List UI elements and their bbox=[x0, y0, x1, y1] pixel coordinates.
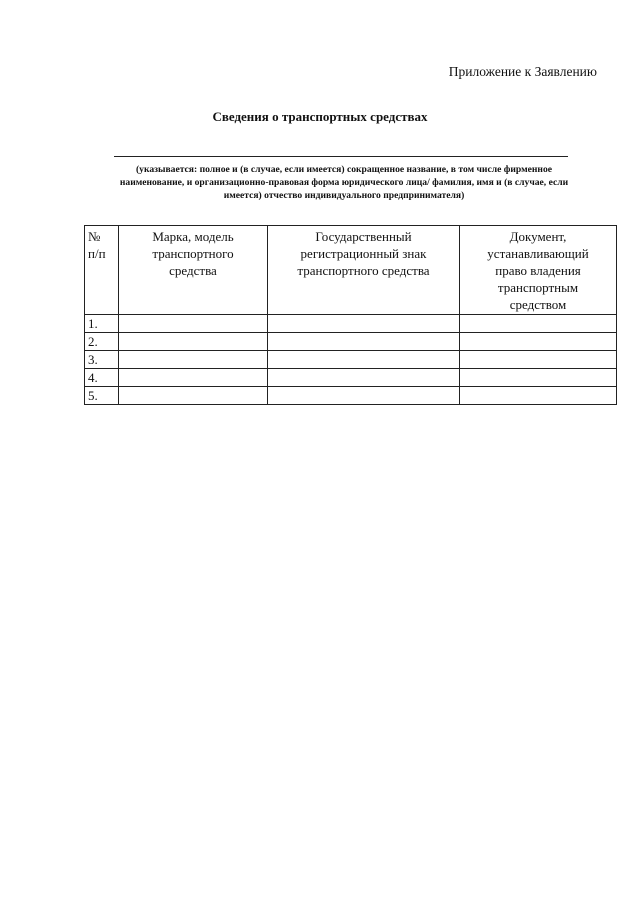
note-line-2: наименование, и организационно-правовая форма юридического лица/ фамилия, имя и (в случае, если bbox=[119, 177, 569, 188]
plate-number-cell[interactable] bbox=[268, 351, 460, 369]
table-header-row bbox=[85, 226, 617, 315]
table-row bbox=[85, 315, 617, 333]
plate-number-cell[interactable] bbox=[268, 333, 460, 351]
row-number: 1. bbox=[85, 315, 119, 333]
ownership-document-cell[interactable] bbox=[460, 387, 617, 405]
ownership-document-cell[interactable] bbox=[460, 351, 617, 369]
plate-number-cell[interactable] bbox=[268, 387, 460, 405]
table-row bbox=[85, 387, 617, 405]
applicant-name-note bbox=[84, 163, 604, 202]
vehicle-model-cell[interactable] bbox=[119, 315, 268, 333]
row-number: 2. bbox=[85, 333, 119, 351]
vehicles-table bbox=[84, 225, 617, 405]
ownership-document-cell[interactable] bbox=[460, 369, 617, 387]
ownership-document-cell[interactable] bbox=[460, 333, 617, 351]
plate-number-cell[interactable] bbox=[268, 315, 460, 333]
plate-number-cell[interactable] bbox=[268, 369, 460, 387]
column-header-model: Марка, модель транспортного средства bbox=[119, 226, 268, 315]
table-row bbox=[85, 333, 617, 351]
table-row bbox=[85, 369, 617, 387]
vehicle-model-cell[interactable] bbox=[119, 369, 268, 387]
appendix-label: Приложение к Заявлению bbox=[448, 64, 597, 79]
vehicle-model-cell[interactable] bbox=[119, 351, 268, 369]
note-line-1: (указывается: полное и (в случае, если имеется) сокращенное название, в том числе фирменное bbox=[135, 164, 553, 175]
ownership-document-cell[interactable] bbox=[460, 315, 617, 333]
document-title: Сведения о транспортных средствах bbox=[212, 109, 428, 124]
note-line-3: имеется) отчество индивидуального предпринимателя) bbox=[223, 190, 465, 201]
applicant-name-line bbox=[114, 156, 568, 157]
column-header-plate: Государственный регистрационный знак транспортного средства bbox=[268, 226, 460, 315]
row-number: 5. bbox=[85, 387, 119, 405]
vehicle-model-cell[interactable] bbox=[119, 387, 268, 405]
row-number: 3. bbox=[85, 351, 119, 369]
column-header-ownership-document: Документ, устанавливающий право владения транспортным средством bbox=[460, 226, 617, 315]
vehicle-model-cell[interactable] bbox=[119, 333, 268, 351]
row-number: 4. bbox=[85, 369, 119, 387]
table-row bbox=[85, 351, 617, 369]
column-header-number: № п/п bbox=[85, 226, 119, 315]
